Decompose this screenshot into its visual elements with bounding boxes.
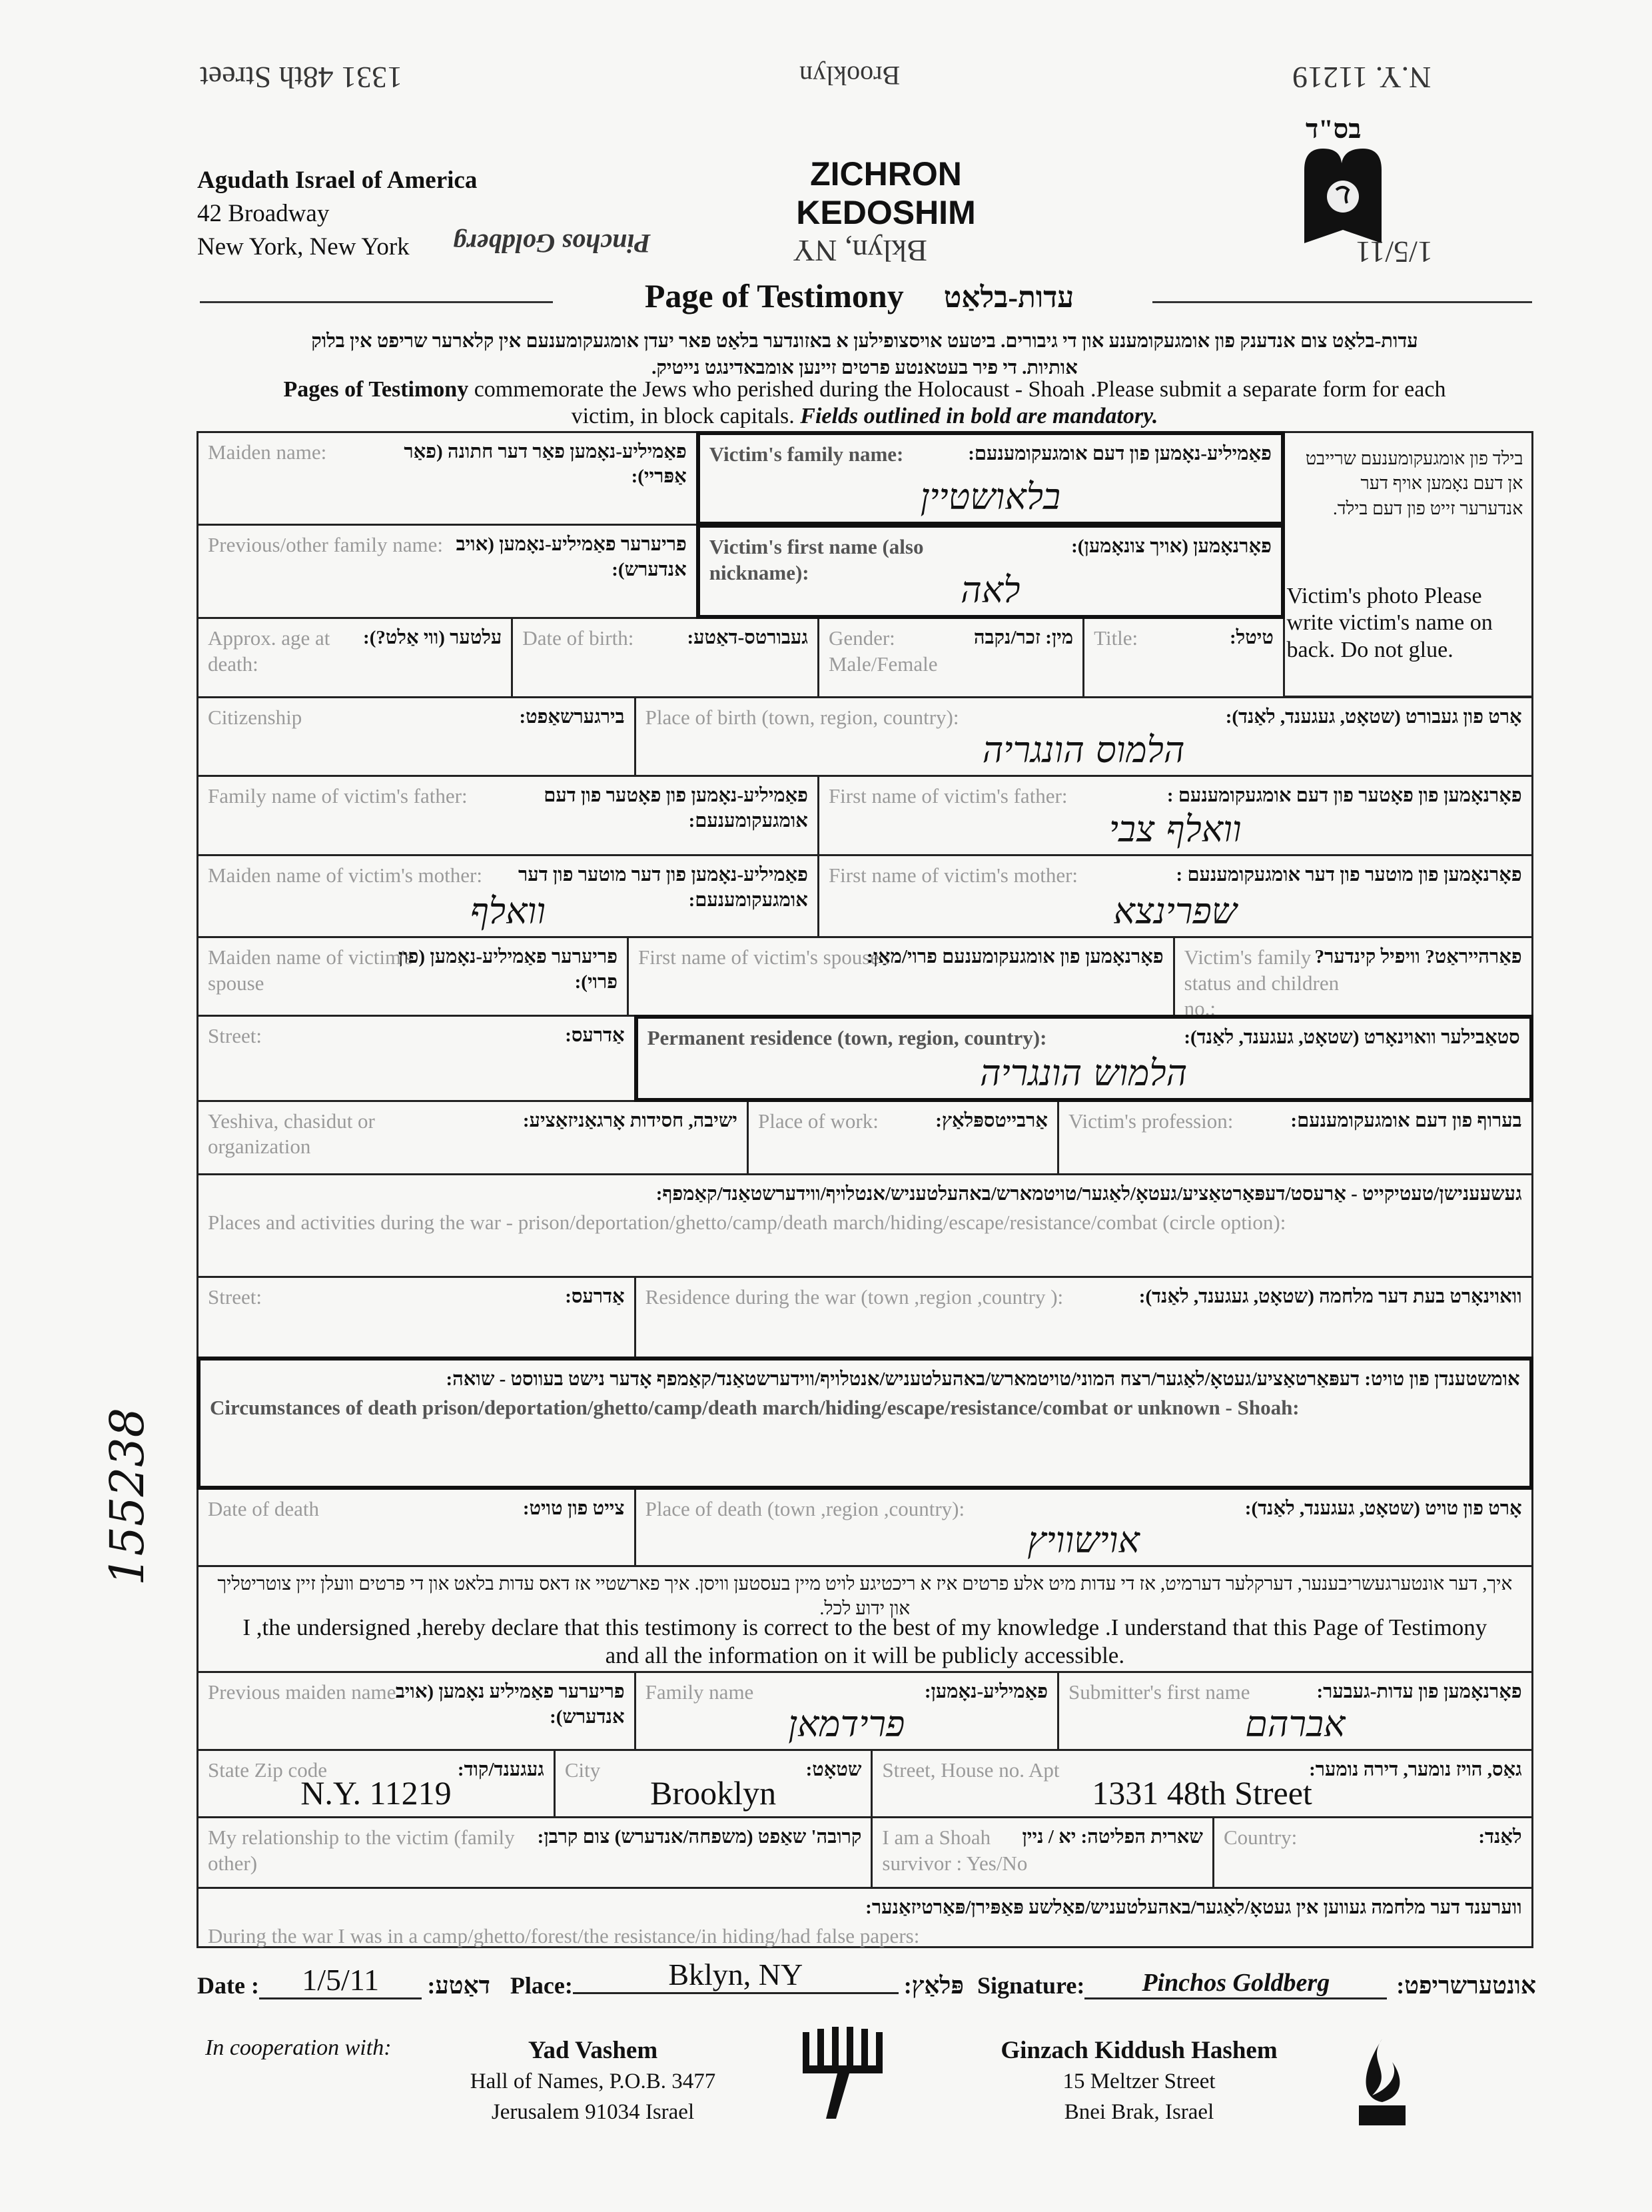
label-hebrew: מין: זכר/נקבה [973,627,1074,649]
field-submitter-first-name[interactable] [1057,1671,1533,1750]
label-english: First name of victim's father: [828,784,1068,808]
ginzach-address1: 15 Meltzer Street [1062,2069,1216,2093]
label-english: Circumstances of death prison/deportation/ghetto/camp/death march/hiding/escape/resistance/combat or unknown - Shoah: [210,1396,1300,1420]
label-hebrew: פאַמיליע-נאָמען פון פאָטער פון דעם אומגעקומענעם: [544,785,808,832]
field-value: אוישוויץ [1027,1519,1140,1562]
label-english: Victim's family status and children no.: [1184,945,1340,1021]
org-address-line1: 42 Broadway [197,200,330,227]
place-field[interactable]: Bklyn, NY [573,1957,899,1994]
label-english: Places and activities during the war - prison/deportation/ghetto/camp/death march/hiding/escape/resistance/combat (circle option): [208,1210,1286,1234]
label-hebrew: אַדרעס: [565,1286,625,1308]
label-english: First name of victim's spouse : [638,945,891,969]
label-english: State Zip code [208,1758,328,1782]
field-mother-maiden-name[interactable] [197,854,819,938]
logo-tablets-icon [1298,143,1388,247]
field-profession[interactable] [1057,1100,1533,1175]
signature-label: Signature: [977,1972,1085,1999]
field-street-house[interactable] [871,1749,1533,1819]
label-english: Approx. age at death: [208,626,330,676]
label-hebrew: פאַמיליע-נאָמען: [924,1681,1048,1703]
field-date-of-death[interactable] [197,1488,636,1567]
label-hebrew: אַדרעס: [565,1025,625,1047]
label-english: Date of death [208,1496,319,1520]
label-hebrew: ישיבה, חסידות אָרגאַניזאַציע: [522,1109,738,1131]
label-hebrew: פאַרהייראַט? וויפיל קינדער? [1314,945,1522,967]
field-yeshiva[interactable] [197,1100,749,1175]
label-hebrew: פריערער פאַמיליע-נאָמען (אויב אנדערש): [456,534,687,581]
field-war-residence[interactable] [634,1276,1533,1359]
label-english: Street: [208,1285,262,1309]
label-english: Residence during the war (town ,region ,country ): [645,1285,1064,1309]
photo-instructions-english: Victim's photo Please write victim's name on back. Do not glue. [1286,583,1493,663]
date-label: Date : [197,1972,259,1999]
field-place-of-birth[interactable] [634,696,1533,778]
field-citizenship[interactable] [197,696,636,778]
page-title-hebrew: עדות-בלאַט [943,281,1074,314]
label-english: During the war I was in a camp/ghetto/forest/the resistance/in hiding/had false papers: [208,1924,920,1948]
label-hebrew: פאָרנאָמען פון עדות-געבער: [1316,1681,1522,1703]
margin-note: 155238 [100,1407,155,1586]
label-english: Permanent residence (town, region, country): [647,1026,1047,1050]
label-hebrew: גאַס, הויז נומער, דירה נומער: [1309,1758,1522,1780]
label-hebrew: פאָרנאָמען פון פאָטער פון דעם אומגעקומענעם : [1166,785,1522,807]
org-address-line2: New York, New York [197,233,410,261]
field-place-of-death[interactable] [634,1488,1533,1567]
label-hebrew: פאָרנאָמען פון מוטער פון דער אומגעקומענעם : [1176,864,1522,885]
field-city[interactable] [554,1749,873,1819]
field-relationship[interactable] [197,1816,873,1889]
field-permanent-residence[interactable] [634,1015,1533,1101]
ginzach-flame-logo-icon [1352,2035,1412,2132]
title-kedoshim: KEDOSHIM [796,194,976,231]
field-submitter-family-name[interactable] [634,1671,1059,1750]
field-maiden-name[interactable] [197,431,698,526]
field-war-activities[interactable] [197,1173,1533,1279]
label-english: Place of birth (town, region, country): [645,705,959,729]
intro-en-line2: victim, in block capitals. [571,404,795,428]
field-value: 1331 48th Street [1092,1774,1312,1812]
field-value: הלמוס הונגריה [982,729,1185,772]
field-value: בלאושטיין [920,476,1061,518]
label-english: Title: [1094,626,1138,650]
yad-vashem-address2: Jerusalem 91034 Israel [491,2100,695,2124]
photo-box[interactable] [1283,431,1533,698]
field-father-family-name[interactable] [197,775,819,856]
field-spouse-first-name[interactable] [627,936,1175,1017]
declaration-hebrew: איך, דער אונטערגעשריבענער, דערקלער דערמיט, אז די עדות מיט אלע פרטים איז א ריכטיגע לויט מיין בעסטען וויסן. איך פארשטיי אז דאס עדות בלאט און די פרטים וועלן זיין צוטריטליך און ידוע לכל. [217,1574,1513,1619]
intro-en-bold: Pages of Testimony [283,377,469,402]
intro-hebrew-line2: אותיות. די פיר בעטאנטע פרטים זיינען אומבאדינגט נייטיק. [651,357,1078,378]
field-gender[interactable] [817,617,1084,698]
label-hebrew: אָרט פון געבורט (שטאָט, געגענד, לאַנד): [1225,706,1522,728]
declaration-english: I ,the undersigned ,hereby declare that this testimony is correct to the best of my knowledge .I understand that this Page of Testimony and all the information on it will be publicly accessible. [242,1614,1487,1669]
label-hebrew: בערוף פון דעם אומגעקומענעם: [1290,1109,1522,1131]
label-hebrew: צייט פון טויט: [522,1497,625,1519]
signature-field[interactable]: Pinchos Goldberg [1084,1968,1387,1999]
label-english: Previous maiden name [208,1680,396,1704]
field-street[interactable] [197,1015,636,1101]
label-english: Maiden name of victim's spouse [208,945,413,995]
label-hebrew: טיטל: [1230,627,1274,649]
field-previous-family-name[interactable] [197,524,698,619]
label-hebrew: פריערער פאַמיליע נאָמען (אויב אנדערש): [395,1681,625,1728]
field-value: לאה [961,569,1021,612]
label-english: Street, House no. Apt [882,1758,1060,1782]
field-during-war[interactable] [197,1887,1533,1948]
label-hebrew: פאַמיליע-נאָמען פון דער מוטער פון דער אומגעקומענעם: [518,864,808,911]
field-value: שפרינצא [1113,889,1238,932]
label-english: Country: [1223,1826,1298,1850]
field-approx-age[interactable] [197,617,513,698]
label-hebrew: שטאָט: [805,1758,862,1780]
field-father-first-name[interactable] [817,775,1533,856]
field-value: N.Y. 11219 [300,1774,452,1812]
field-value: וואלף צבי [1108,808,1242,850]
label-hebrew: פאָרנאָמען פון אומגעקומענעם פרוי/מאַן: [866,945,1164,967]
title-zichron: ZICHRON [810,155,962,193]
label-english: Yeshiva, chasidut or organization [208,1109,375,1159]
label-hebrew: געבורטס-דאַטע: [687,627,808,649]
label-english: Victim's profession: [1068,1109,1234,1133]
field-submitter-prev-maiden[interactable] [197,1671,636,1750]
field-war-street[interactable] [197,1276,636,1359]
label-english: My relationship to the victim (family other) [208,1826,515,1876]
bsd-mark: בס"ד [1306,114,1362,144]
bleed-date: 1/5/11 [1356,235,1433,269]
intro-en-mandatory: Fields outlined in bold are mandatory. [800,404,1158,428]
field-value: אברהם [1245,1702,1346,1745]
label-hebrew: וואוינאָרט בעת דער מלחמה (שטאָט, געגענד, לאַנד): [1138,1286,1522,1308]
place-label-hebrew: פּלאַץ: [903,1972,964,1999]
label-english: Maiden name of victim's mother: [208,863,482,887]
intro-en-line1: commemorate the Jews who perished during the Holocaust - Shoah .Please submit a separate form for each [474,377,1446,402]
field-spouse-maiden-name[interactable] [197,936,629,1017]
cooperation-label: In cooperation with: [205,2035,392,2060]
title-rule-left [200,301,553,303]
label-english: I am a Shoah survivor : Yes/No [882,1826,1028,1876]
signature-label-hebrew: אונטערשריפט: [1396,1972,1536,1999]
field-date-of-birth[interactable] [511,617,819,698]
yad-vashem-name: Yad Vashem [528,2037,658,2064]
field-title[interactable] [1082,617,1285,698]
field-value: הלמוש הונגריה [979,1051,1188,1094]
label-english: Previous/other family name: [208,533,443,557]
ginzach-name: Ginzach Kiddush Hashem [1001,2037,1278,2064]
label-hebrew: פריערער פאַמיליע-נאָמען (פון פרוי): [398,945,618,993]
label-english: Place of work: [758,1109,879,1133]
field-value: וואלף [470,889,546,932]
field-circumstances-of-death[interactable] [197,1357,1533,1490]
label-english: Family name of victim's father: [208,784,468,808]
date-field[interactable]: 1/5/11 [259,1962,422,1999]
label-hebrew: שארית הפליטה: יא / ניין [1022,1826,1203,1848]
label-hebrew: לאַנד: [1478,1826,1522,1848]
label-english: Street: [208,1024,262,1048]
yad-vashem-logo-icon [796,2025,889,2129]
label-hebrew: בירגערשאַפט: [519,706,625,728]
label-hebrew: קרובה' שאַפט (משפחה/אנדערש) צום קרבן: [537,1826,862,1848]
label-english: Family name [645,1680,754,1704]
label-english: First name of victim's mother: [828,863,1078,887]
label-hebrew: געשעענישן/טעטיקייט - אַרעסט/דעפּאַרטאַציע/געטאָ/לאַגער/טויטמארש/באהעלטעניש/אנטלויף/ווידערשטאַנד/קאַמפף: [655,1183,1522,1205]
page-title: Page of Testimony [644,277,904,314]
field-country[interactable] [1212,1816,1533,1889]
label-hebrew: אָרט פון טויט (שטאָט, געגענד, לאַנד): [1244,1497,1522,1519]
org-name: Agudath Israel of America [197,167,478,194]
label-english: Victim's first name (also nickname): [709,535,924,585]
field-mother-first-name[interactable] [817,854,1533,938]
bleed-city: Brooklyn [799,61,901,91]
photo-instructions-hebrew: בילד פון אומגעקומענעם שרייבט אן דעם נאָמען אויף דער אנדערער זייט פון דעם בילד. [1305,448,1523,519]
field-value: פרידמאן [788,1702,905,1745]
field-survivor[interactable] [871,1816,1214,1889]
field-victim-family-name[interactable] [696,431,1285,526]
label-english: City [564,1758,601,1782]
label-hebrew: פאַמיליע-נאָמען פון דעם אומגעקומענעם: [968,442,1272,464]
label-english: Gender: Male/Female [828,626,938,676]
field-state-zip[interactable] [197,1749,556,1819]
intro-hebrew [197,328,1532,381]
label-hebrew: אַרבייטספּלאַץ: [935,1109,1048,1131]
label-hebrew: אומשטענדן פון טויט: דעפּאַרטאַציע/געטאָ/לאַגער/רצח המוני/טויטמארש/באהעלטעניש/אנטלויף/ווידערשטאַנד/קאַמפף אָדער נישט בעווסט - שואה: [446,1369,1520,1390]
bleed-street: 1331 48th Street [200,61,403,95]
place-label: Place: [510,1972,573,1999]
label-hebrew: פאַמיליע-נאָמען פאַר דער חתונה (פאַר אַפּריי): [404,440,687,488]
label-english: Citizenship [208,705,302,729]
label-english: Place of death (town ,region ,country): [645,1496,965,1520]
label-hebrew: סטאַבילער וואוינאָרט (שטאָט, געגענד, לאַנד): [1184,1027,1520,1049]
date-label-hebrew: דאַטע: [427,1972,490,1999]
label-hebrew: פאָרנאָמען (אויך צונאָמען): [1071,536,1272,558]
ginzach-address2: Bnei Brak, Israel [1064,2100,1214,2124]
field-victim-first-name[interactable] [696,524,1285,619]
intro-hebrew-line1: עדות-בלאַט צום אנדענק פון אומגעקומענע און די גיבורים. ביטעט אויסצופילען א באזונדער בלאַט פאר יעדן אומגעקומענעם אין קלארער שריפט אין בלוק [311,330,1418,352]
label-hebrew: געגענד/קוד: [457,1758,544,1780]
label-english: Submitter's first name [1068,1680,1250,1704]
label-english: Date of birth: [522,626,634,650]
field-value: Brooklyn [650,1774,777,1812]
bleed-signature: Pinchos Goldberg [453,229,651,259]
label-hebrew: ווערענד דער מלחמה געווען אין געטאָ/לאַגער/באהעלטעניש/פאַלשע פּאַפּירן/פּאַרטיזאַנער: [865,1897,1522,1919]
label-english: Victim's family name: [709,442,904,466]
yad-vashem-address1: Hall of Names, P.O.B. 3477 [470,2069,716,2093]
field-declaration[interactable] [197,1565,1533,1673]
field-family-status[interactable] [1173,936,1533,1021]
title-rule-right [1152,301,1532,303]
bleed-zip: N.Y. 11219 [1292,61,1432,95]
field-place-of-work[interactable] [747,1100,1059,1175]
label-english: Maiden name: [208,440,327,464]
label-hebrew: עלטער (ווי אַלט?): [363,627,502,649]
bleed-place: Bklyn, NY [793,234,927,268]
